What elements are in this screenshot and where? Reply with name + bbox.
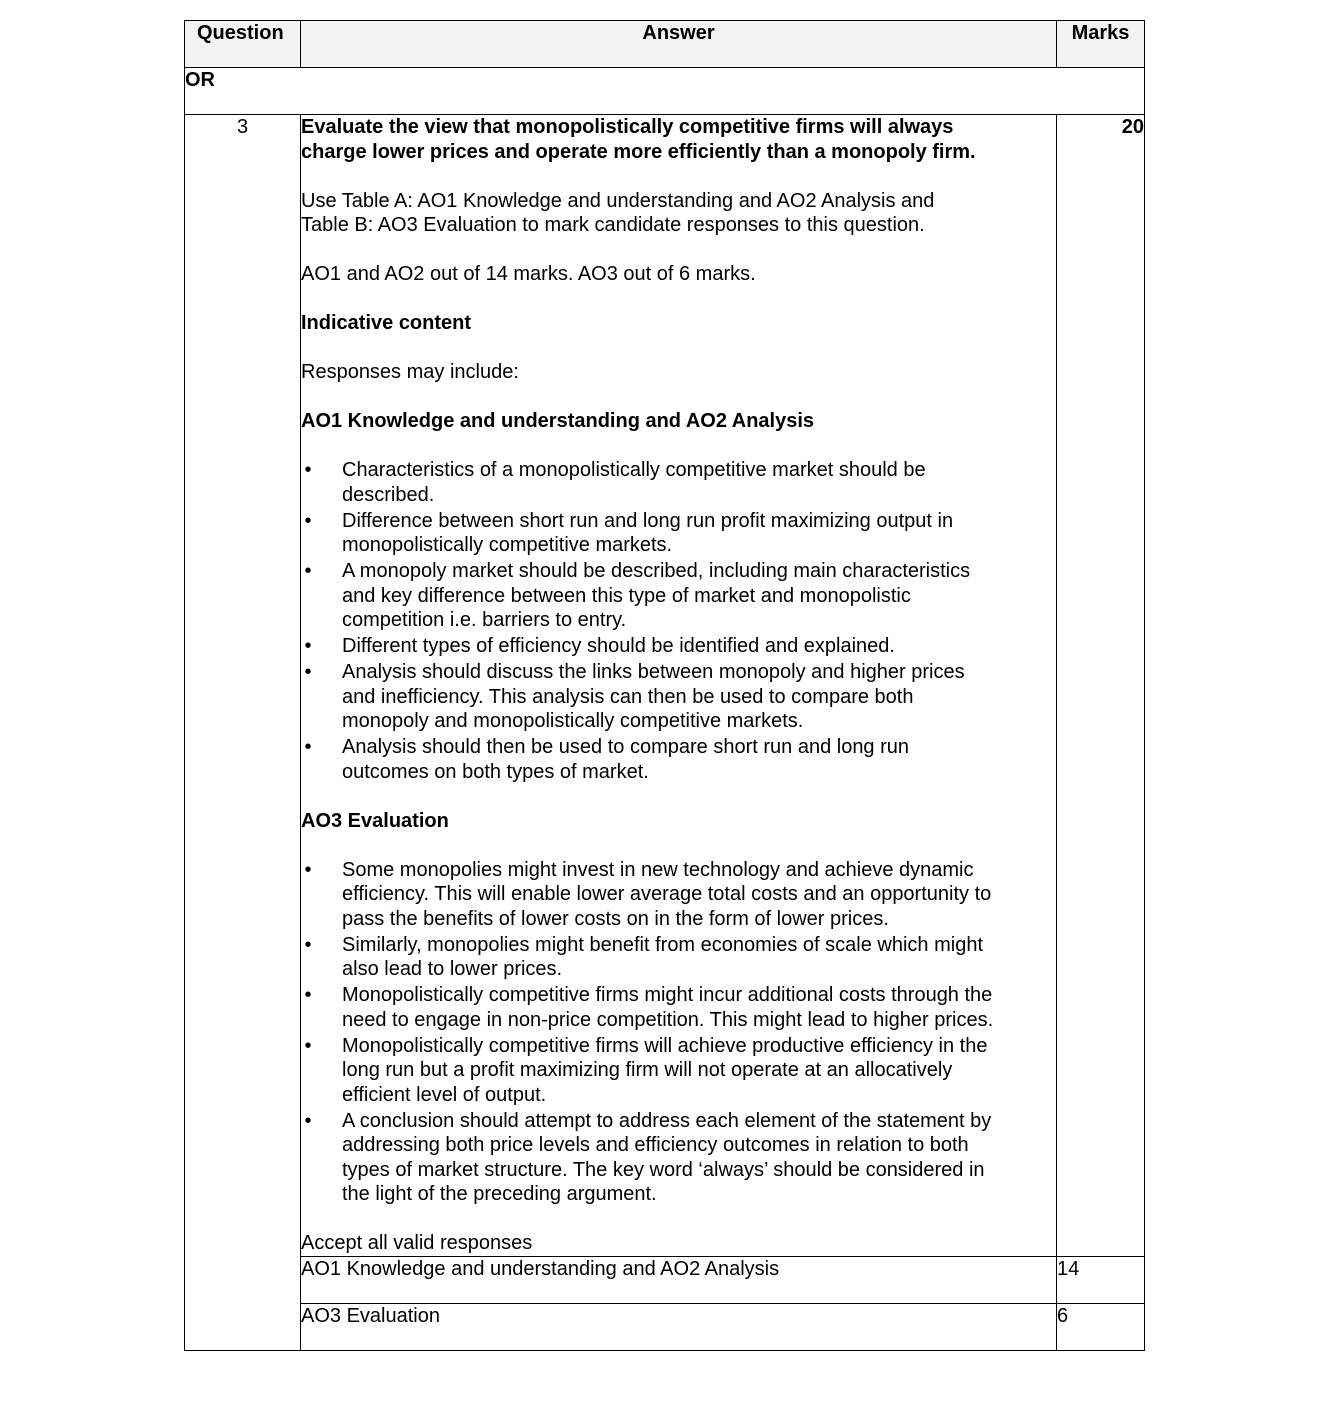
bullet-point — [301, 735, 1056, 784]
bullet-line: addressing both price levels and efficiency outcomes in relation to both — [342, 1134, 969, 1156]
bullet-icon: • — [304, 984, 312, 1006]
bullet-line: Difference between short run and long run profit maximizing output in — [342, 509, 954, 532]
bullet-icon: • — [304, 635, 312, 657]
prompt-line: Evaluate the view that monopolistically competitive firms will always — [301, 116, 954, 138]
question-prompt — [301, 115, 1056, 164]
ao3-heading: AO3 Evaluation — [301, 809, 449, 832]
bullet-icon: • — [304, 736, 312, 758]
bullet-icon: • — [304, 858, 312, 881]
bullet-icon: • — [304, 1034, 312, 1057]
bullet-line: types of market structure. The key word ‘always’ should be considered in — [342, 1158, 985, 1181]
bullet-line: need to engage in non-price competition. This might lead to higher prices. — [342, 1008, 994, 1031]
bullet-line: A monopoly market should be described, including main characteristics — [342, 560, 971, 582]
bullet-icon: • — [304, 560, 312, 582]
bullet-line: monopolistically competitive markets. — [342, 534, 673, 556]
bullet-line: the light of the preceding argument. — [342, 1183, 657, 1205]
bullet-line: efficiency. This will enable lower average total costs and an opportunity to — [342, 883, 992, 905]
question-number: 3 — [185, 115, 301, 1351]
marks-header: Marks — [1057, 21, 1145, 68]
bullet-line: described. — [342, 483, 435, 506]
marks-split: AO1 and AO2 out of 14 marks. AO3 out of 6 marks. — [301, 263, 756, 285]
bullet-point — [301, 509, 1056, 558]
bullet-point — [301, 933, 1056, 982]
bullet-line: outcomes on both types of market. — [342, 760, 649, 783]
breakdown-row — [185, 1256, 1145, 1303]
question-total-marks: 20 — [1057, 115, 1145, 1257]
question-header: Question — [185, 21, 301, 68]
bullet-line: long run but a profit maximizing firm will not operate at an allocatively — [342, 1059, 953, 1081]
ao12-heading: AO1 Knowledge and understanding and AO2 Analysis — [301, 410, 815, 432]
bullet-line: monopoly and monopolistically competitive markets. — [342, 710, 804, 732]
bullet-point — [301, 1109, 1056, 1207]
breakdown-marks: 14 — [1057, 1256, 1145, 1303]
bullet-line: Characteristics of a monopolistically competitive market should be — [342, 459, 926, 481]
bullet-line: and inefficiency. This analysis can then be used to compare both — [342, 685, 914, 708]
question-row — [185, 115, 1145, 1257]
breakdown-marks: 6 — [1057, 1303, 1145, 1350]
answer-cell — [301, 115, 1057, 1257]
bullet-icon: • — [304, 509, 312, 532]
bullet-line: and key difference between this type of market and monopolistic — [342, 584, 911, 607]
bullet-icon: • — [304, 1109, 312, 1132]
bullet-icon: • — [304, 933, 312, 956]
bullet-line: Similarly, monopolies might benefit from economies of scale which might — [342, 933, 984, 956]
bullet-line: A conclusion should attempt to address each element of the statement by — [342, 1109, 992, 1132]
bullet-line: Analysis should discuss the links between monopoly and higher prices — [342, 661, 965, 683]
header-row — [185, 21, 1145, 68]
marking-instruction — [301, 189, 1056, 238]
breakdown-label: AO1 Knowledge and understanding and AO2 Analysis — [301, 1256, 1057, 1303]
bullet-icon: • — [304, 661, 312, 683]
prompt-line: charge lower prices and operate more efficiently than a monopoly firm. — [301, 140, 976, 163]
bullet-line: competition i.e. barriers to entry. — [342, 609, 627, 631]
instruction-line: Table B: AO3 Evaluation to mark candidate responses to this question. — [301, 214, 925, 236]
ao12-points-list — [301, 458, 1056, 784]
bullet-point — [301, 983, 1056, 1032]
mark-scheme-table — [184, 20, 1145, 1351]
breakdown-label: AO3 Evaluation — [301, 1303, 1057, 1350]
bullet-point — [301, 634, 1056, 659]
bullet-icon: • — [304, 459, 312, 481]
bullet-line: efficient level of output. — [342, 1083, 547, 1106]
bullet-point — [301, 1034, 1056, 1108]
or-label: OR — [185, 68, 1145, 115]
bullet-point — [301, 858, 1056, 932]
bullet-point — [301, 559, 1056, 633]
indicative-heading: Indicative content — [301, 312, 472, 334]
accept-note: Accept all valid responses — [301, 1232, 533, 1254]
instruction-line: Use Table A: AO1 Knowledge and understanding and AO2 Analysis and — [301, 189, 935, 212]
bullet-point — [301, 458, 1056, 507]
breakdown-row — [185, 1303, 1145, 1350]
answer-header: Answer — [301, 21, 1057, 68]
bullet-line: Monopolistically competitive firms will achieve productive efficiency in the — [342, 1034, 988, 1057]
bullet-line: Some monopolies might invest in new technology and achieve dynamic — [342, 858, 974, 881]
bullet-line: Different types of efficiency should be identified and explained. — [342, 635, 895, 657]
bullet-point — [301, 660, 1056, 734]
ao3-points-list — [301, 858, 1056, 1207]
bullet-line: Analysis should then be used to compare short run and long run — [342, 736, 910, 758]
or-row — [185, 68, 1145, 115]
bullet-line: Monopolistically competitive firms might incur additional costs through the — [342, 984, 993, 1006]
responses-intro: Responses may include: — [301, 361, 519, 383]
bullet-line: pass the benefits of lower costs on in the form of lower prices. — [342, 907, 889, 930]
bullet-line: also lead to lower prices. — [342, 958, 563, 980]
